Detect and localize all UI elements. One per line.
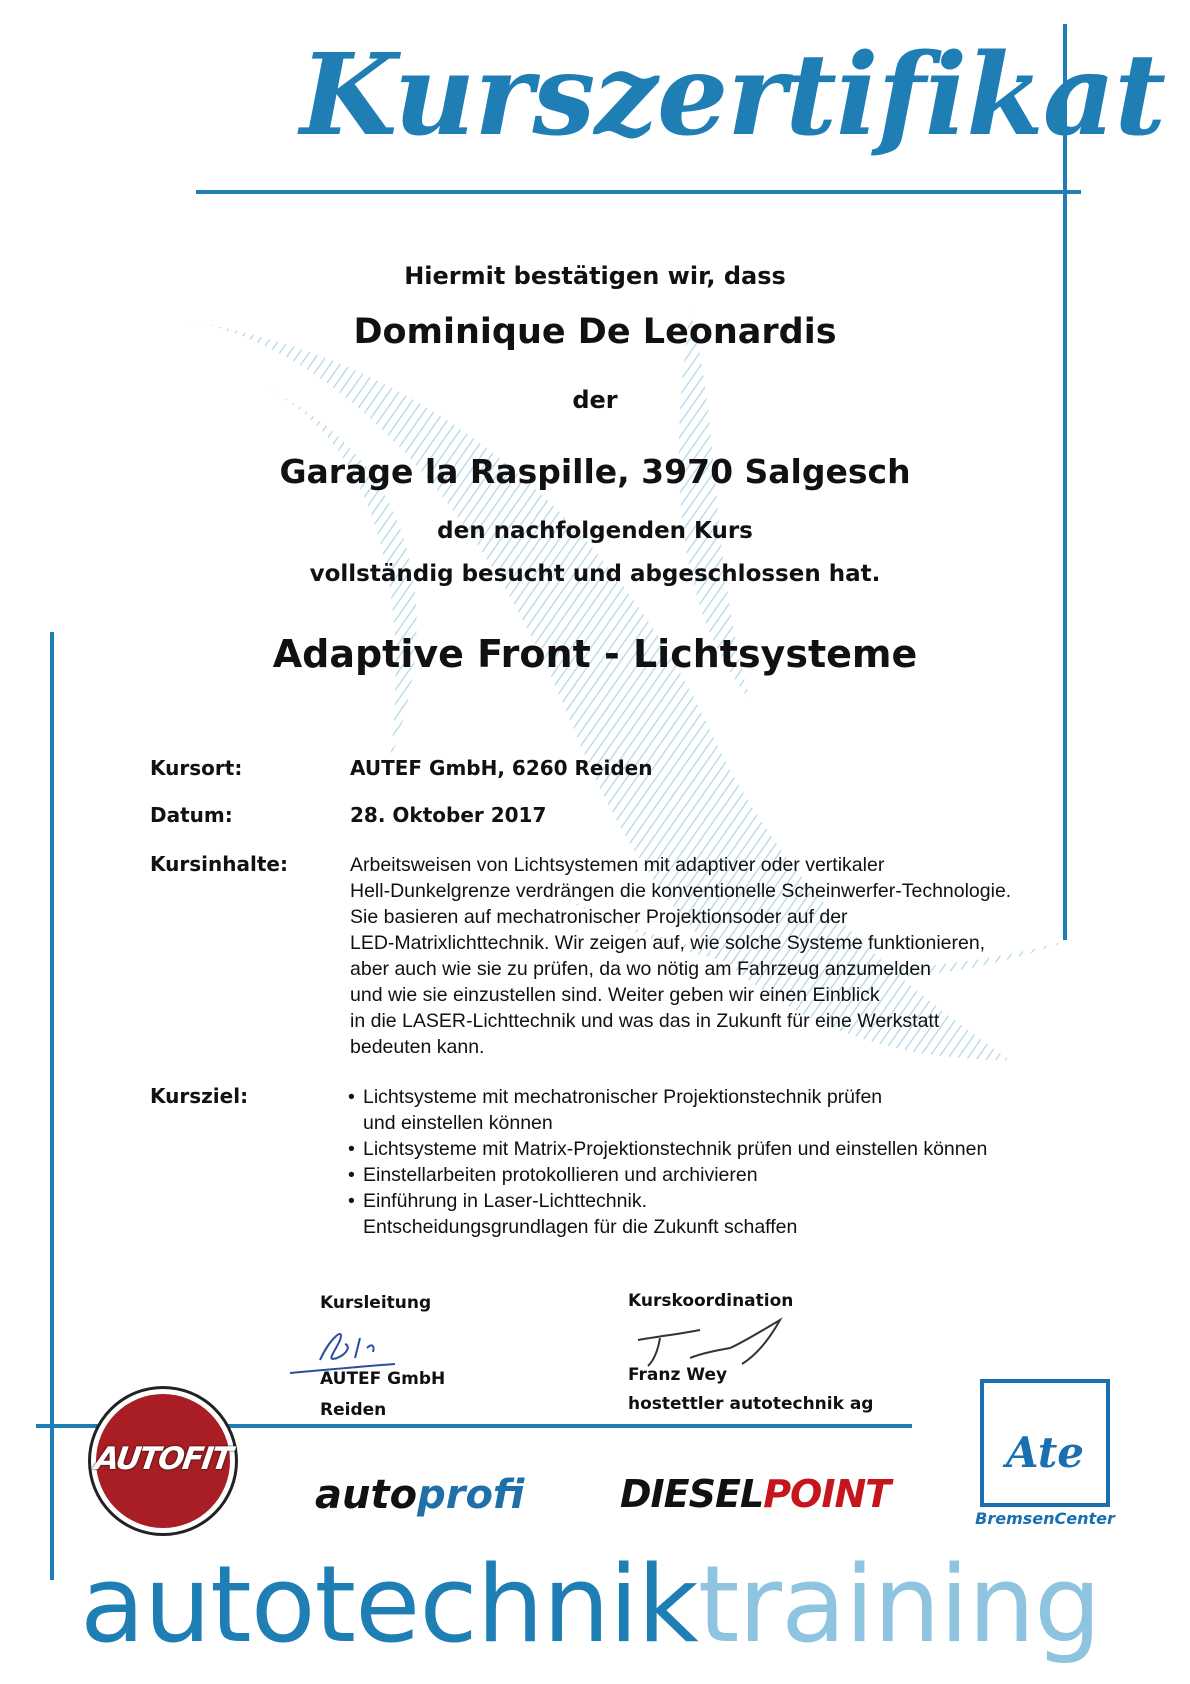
kursziel-label: Kursziel:	[150, 1084, 249, 1108]
company-name: Garage la Raspille, 3970 Salgesch	[279, 452, 911, 491]
footer-wordmark-part2: training	[697, 1543, 1101, 1666]
kursinhalte-text	[350, 852, 1130, 1060]
intro-text: Hiermit bestätigen wir, dass	[404, 262, 786, 290]
kursinhalte-line: Hell-Dunkelgrenze verdrängen die konventionelle Scheinwerfer-Technologie.	[350, 880, 1012, 902]
kursleitung-org: AUTEF GmbH	[320, 1369, 446, 1389]
kursinhalte-label: Kursinhalte:	[150, 852, 288, 876]
kursinhalte-line: bedeuten kann.	[350, 1036, 485, 1058]
kursziel-item: • Lichtsysteme mit Matrix-Projektionstechnik prüfen und einstellen können	[348, 1136, 1128, 1162]
follow-text-line1: den nachfolgenden Kurs	[437, 518, 753, 544]
autoprofi-logo	[315, 1472, 524, 1518]
course-title: Adaptive Front - Lichtsysteme	[272, 632, 918, 676]
kursinhalte-line: aber auch wie sie zu prüfen, da wo nötig am Fahrzeug anzumelden	[350, 958, 932, 980]
participant-name: Dominique De Leonardis	[353, 312, 837, 352]
der-text: der	[572, 386, 618, 414]
ate-logo-subtitle: BremsenCenter	[975, 1509, 1115, 1528]
kursziel-item: • Einstellarbeiten protokollieren und archivieren	[348, 1162, 1128, 1188]
dieselpoint-logo-part1: DIESEL	[620, 1472, 764, 1516]
autoprofi-logo-part1: auto	[315, 1472, 418, 1518]
dieselpoint-logo-part2: POINT	[763, 1472, 891, 1516]
kursort-value: AUTEF GmbH, 6260 Reiden	[350, 756, 653, 780]
kursziel-item-continuation	[348, 1214, 1128, 1240]
kursziel-list	[348, 1084, 1128, 1240]
title-underline-rule	[196, 190, 1081, 194]
kursinhalte-line: LED-Matrixlichttechnik. Wir zeigen auf, wie solche Systeme funktionieren,	[350, 932, 986, 954]
kurskoordination-heading: Kurskoordination	[628, 1291, 794, 1311]
ate-logo-text: Ate	[1006, 1428, 1084, 1477]
kursziel-item-text: Entscheidungsgrundlagen für die Zukunft schaffen	[363, 1216, 798, 1238]
left-vertical-rule	[50, 632, 54, 1580]
datum-label: Datum:	[150, 803, 233, 827]
kursziel-item: • Einführung in Laser-Lichttechnik.	[348, 1188, 1128, 1214]
kursinhalte-line: in die LASER-Lichttechnik und was das in Zukunft für eine Werkstatt	[350, 1010, 940, 1032]
kursort-label: Kursort:	[150, 756, 243, 780]
autofit-logo-text: AUTOFIT	[92, 1441, 234, 1477]
datum-value: 28. Oktober 2017	[350, 803, 547, 827]
follow-text-line2: vollständig besucht und abgeschlossen hat.	[309, 561, 881, 587]
kursleitung-city: Reiden	[320, 1400, 387, 1420]
footer-wordmark	[80, 1543, 1101, 1666]
dieselpoint-logo	[620, 1472, 890, 1516]
kursinhalte-line: Sie basieren auf mechatronischer Projektionsoder auf der	[350, 906, 848, 928]
kursleitung-heading: Kursleitung	[320, 1293, 432, 1313]
footer-wordmark-part1: autotechnik	[80, 1543, 698, 1666]
kursinhalte-line: und wie sie einzustellen sind. Weiter geben wir einen Einblick	[350, 984, 880, 1006]
certificate-title: Kurszertifikat	[300, 30, 1166, 161]
kurskoordination-name: Franz Wey	[628, 1365, 728, 1385]
kursziel-item-text: und einstellen können	[363, 1112, 553, 1134]
autoprofi-logo-part2: profi	[417, 1472, 525, 1518]
kursziel-item-continuation	[348, 1110, 1128, 1136]
kursziel-item: • Lichtsysteme mit mechatronischer Projektionstechnik prüfen	[348, 1084, 1128, 1110]
kursinhalte-line: Arbeitsweisen von Lichtsystemen mit adaptiver oder vertikaler	[350, 854, 885, 876]
kurskoordination-org: hostettler autotechnik ag	[628, 1394, 874, 1414]
